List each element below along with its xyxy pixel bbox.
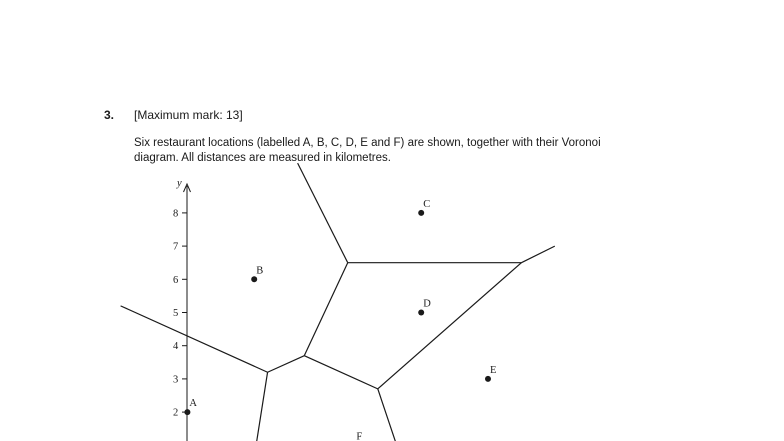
- voronoi-edge: [378, 263, 522, 389]
- y-tick-label: 6: [173, 274, 179, 286]
- question-text-line-1: Six restaurant locations (labelled A, B, C, D, E and F) are shown, together with their Voronoi: [134, 137, 601, 149]
- y-tick-label: 2: [173, 407, 179, 419]
- site-label-b: B: [256, 265, 264, 277]
- voronoi-edge: [121, 306, 268, 372]
- voronoi-edge: [521, 246, 554, 263]
- site-label-c: C: [423, 198, 431, 210]
- y-tick-label: 4: [173, 341, 179, 353]
- maximum-mark: [Maximum mark: 13]: [134, 108, 243, 122]
- y-axis-label: y: [177, 178, 182, 189]
- site-label-e: E: [490, 364, 497, 376]
- site-point-d: [418, 310, 424, 316]
- restaurant-sites: [184, 199, 496, 441]
- site-point-a: [184, 409, 190, 415]
- voronoi-edge: [298, 163, 348, 263]
- voronoi-edges: [121, 163, 555, 441]
- y-tick-label: 3: [173, 374, 179, 386]
- question-number: 3.: [104, 108, 115, 122]
- voronoi-edge: [378, 389, 408, 441]
- voronoi-edge: [268, 356, 305, 373]
- site-point-c: [418, 210, 424, 216]
- site-label-d: D: [423, 298, 431, 310]
- site-label-f: F: [356, 431, 363, 441]
- y-tick-label: 5: [173, 308, 179, 319]
- site-label-a: A: [189, 398, 197, 410]
- question-text-line-2: diagram. All distances are measured in kilometres.: [134, 152, 391, 164]
- site-point-e: [485, 376, 491, 382]
- y-tick-label: 8: [173, 208, 179, 220]
- voronoi-edge: [304, 356, 377, 389]
- y-tick-label: 7: [173, 241, 179, 253]
- voronoi-edge: [304, 263, 347, 356]
- voronoi-edge: [251, 372, 268, 441]
- site-point-b: [251, 276, 257, 282]
- y-axis-ticks: [173, 208, 187, 418]
